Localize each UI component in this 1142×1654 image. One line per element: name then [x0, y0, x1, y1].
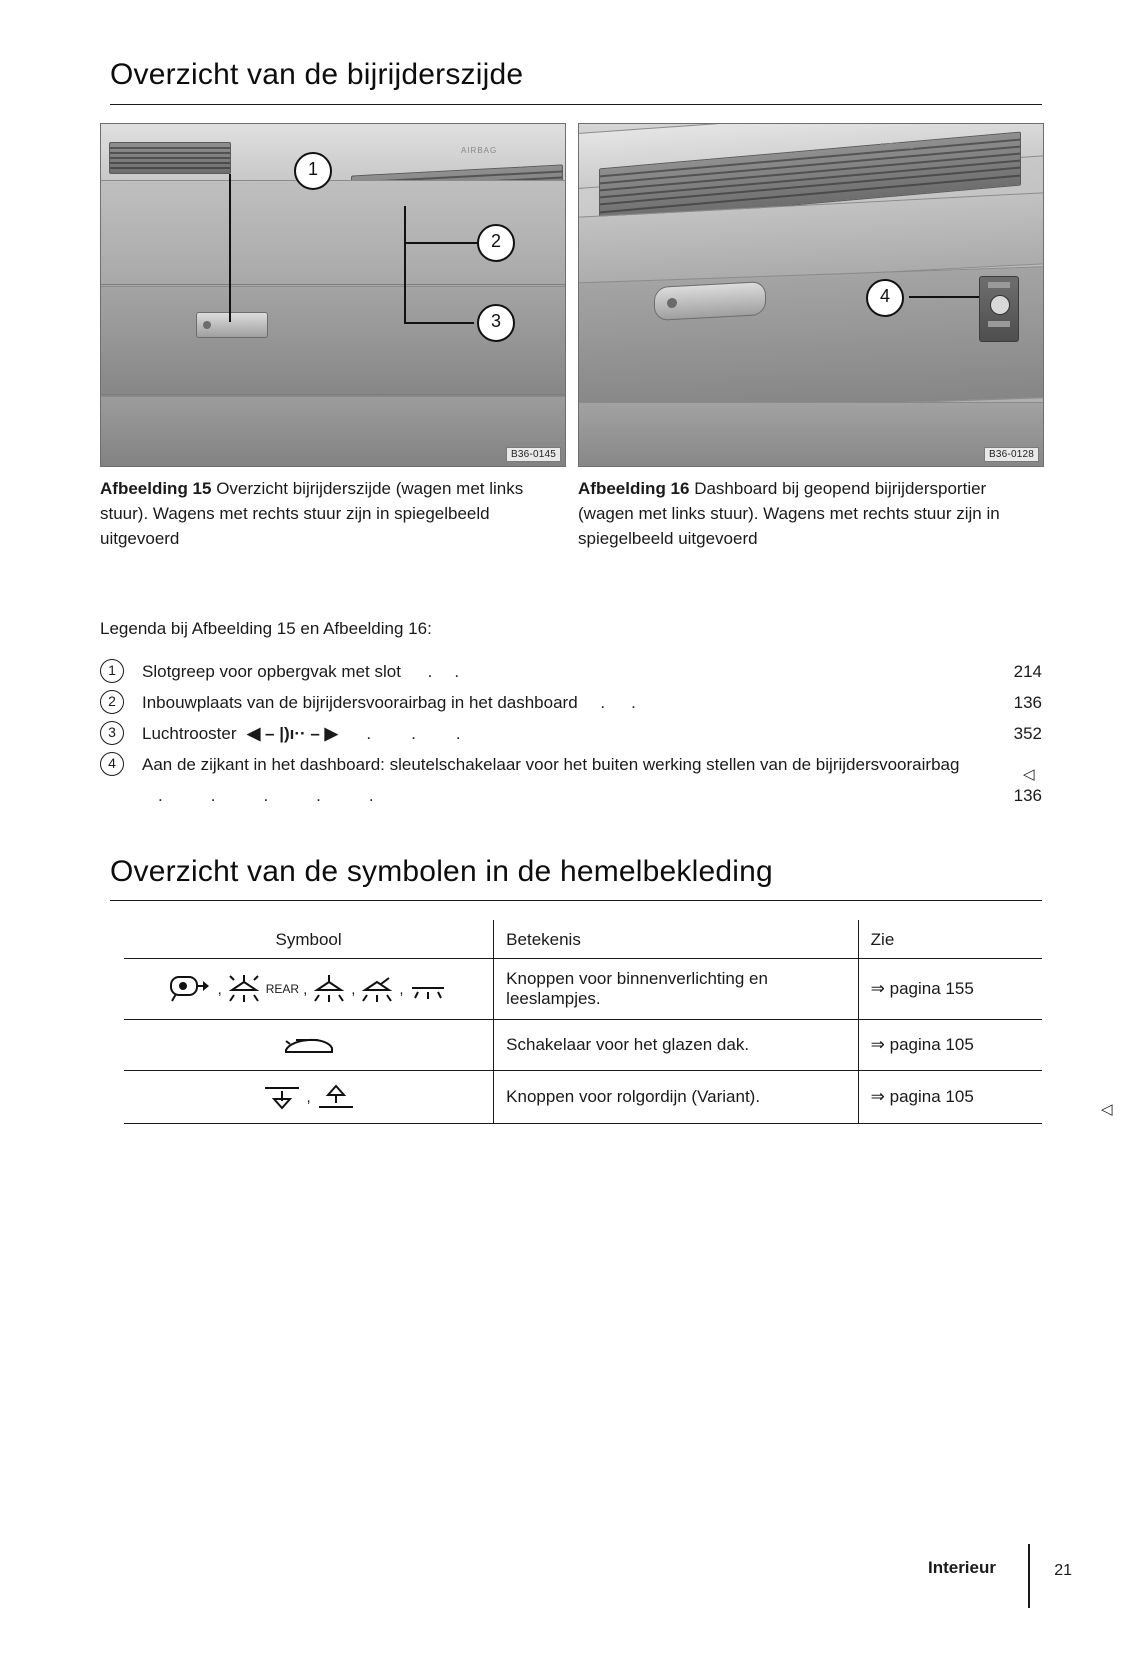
- rear-label: REAR: [265, 982, 300, 996]
- defroster-grille-left: [109, 142, 231, 174]
- symbol-cell-lights: [124, 959, 494, 1020]
- footer-chapter: Interieur: [927, 1558, 996, 1577]
- meaning-cell-sunroof: Schakelaar voor het glazen dak.: [494, 1020, 859, 1071]
- footer-divider: [1028, 1544, 1030, 1608]
- sunblind-close-icon: [261, 1081, 303, 1113]
- see-cell-sunblind[interactable]: ⇒ pagina 105: [858, 1071, 1042, 1124]
- legend-title: Legenda bij Afbeelding 15 en Afbeelding 16:: [100, 619, 432, 638]
- table-end-mark: ◁: [1101, 1101, 1113, 1118]
- sunroof-icon: [282, 1030, 336, 1060]
- reading-light-icon-3: [359, 972, 395, 1006]
- glovebox-seam-bottom: [101, 394, 566, 395]
- see-cell-sunroof[interactable]: ⇒ pagina 105: [858, 1020, 1042, 1071]
- figure-16: [578, 123, 1044, 467]
- callout-4: 4: [866, 279, 904, 317]
- legend-item-1: [100, 656, 1042, 687]
- figure-15-caption-text: Overzicht bijrijderszijde (wagen met links stuur). Wagens met rechts stuur zijn in spiegelbeeld uitgevoerd: [100, 479, 524, 548]
- legend-dots-4: .....: [158, 786, 422, 805]
- section-title-rule: [110, 900, 1042, 901]
- legend-bullet-3: 3: [100, 721, 124, 745]
- meaning-cell-lights: Knoppen voor binnenverlichting en leeslampjes.: [494, 959, 859, 1020]
- callout-3: 3: [477, 304, 515, 342]
- glovebox-seam-top: [101, 284, 566, 285]
- legend-dots-2: ..: [600, 693, 662, 712]
- symbol-separator-2: ,: [303, 980, 308, 998]
- key-switch-module: [979, 276, 1019, 342]
- figure-16-caption-text: Dashboard bij geopend bijrijdersportier (wagen met links stuur). Wagens met rechts stuur zijn in spiegelbeeld uitgevoerd: [578, 479, 1000, 548]
- legend-text-1: Slotgreep voor opbergvak met slot: [142, 662, 401, 681]
- legend-dots-3: ...: [366, 724, 501, 743]
- ambient-light-icon: [408, 974, 448, 1004]
- symbol-cell-sunblind: [124, 1071, 494, 1124]
- symbol-separator-3: ,: [351, 980, 356, 998]
- title-rule: [110, 104, 1042, 105]
- legend-page-2: 136: [1013, 693, 1042, 712]
- legend-text-3: Luchtrooster: [142, 724, 237, 743]
- legend-item-2: [100, 687, 1042, 718]
- legend-page-1: 214: [1013, 662, 1042, 681]
- figure-16-caption: [578, 476, 1042, 551]
- glovebox-lid: [100, 286, 566, 398]
- legend-bullet-4: 4: [100, 752, 124, 776]
- glovebox-handle: [196, 312, 268, 338]
- symbol-cell-sunroof: [124, 1020, 494, 1071]
- table-row: [124, 1020, 1042, 1071]
- lower-trim-panel-2: [578, 402, 1044, 467]
- figure-16-caption-label: Afbeelding 16: [578, 479, 690, 498]
- figure-15-caption-label: Afbeelding 15: [100, 479, 212, 498]
- legend-bullet-2: 2: [100, 690, 124, 714]
- table-row: [124, 1071, 1042, 1124]
- leader-1-stem: [229, 174, 231, 294]
- trim-marking: AIRBAG: [879, 142, 916, 151]
- reading-light-icon-2: [311, 972, 347, 1006]
- callout-2: 2: [477, 224, 515, 262]
- figure-15-caption: [100, 476, 550, 551]
- legend-page-3: 352: [1013, 724, 1042, 743]
- legend-item-4: [100, 749, 1042, 811]
- footer-page-number: 21: [1054, 1562, 1072, 1579]
- symbol-separator-5: ,: [306, 1088, 311, 1106]
- leader-2-h: [404, 242, 479, 244]
- symbol-separator-1: ,: [217, 980, 222, 998]
- table-header-symbol: Symbool: [124, 920, 494, 959]
- sunblind-open-icon: [315, 1081, 357, 1113]
- figure-15-badge: B36-0145: [506, 447, 561, 462]
- page-title: Overzicht van de bijrijderszijde: [110, 58, 524, 91]
- lower-trim-panel: [100, 396, 566, 467]
- symbols-table: [124, 920, 1042, 1124]
- door-handle: [654, 281, 766, 321]
- table-header-meaning: Betekenis: [494, 920, 859, 959]
- legend-item-3: [100, 718, 1042, 749]
- leader-4-h: [909, 296, 979, 298]
- reading-light-icon-1: [226, 972, 262, 1006]
- legend-text-4: Aan de zijkant in het dashboard: sleutelschakelaar voor het buiten werking stellen van de bijrijdersvoorairbag: [142, 755, 960, 774]
- callout-1: 1: [294, 152, 332, 190]
- figure-16-badge: B36-0128: [984, 447, 1039, 462]
- interior-light-button-icon: [170, 974, 214, 1004]
- table-header-row: [124, 920, 1042, 959]
- meaning-cell-sunblind: Knoppen voor rolgordijn (Variant).: [494, 1071, 859, 1124]
- see-cell-lights[interactable]: ⇒ pagina 155: [858, 959, 1042, 1020]
- page-footer: [0, 1550, 1142, 1596]
- leader-2-v: [404, 206, 406, 244]
- vent-adjust-icon: ◀ – |)ı·· – ▶: [247, 724, 338, 743]
- table-header-see: Zie: [858, 920, 1042, 959]
- legend-end-mark: ◁: [1023, 766, 1035, 783]
- leader-3-h: [404, 322, 474, 324]
- legend-bullet-1: 1: [100, 659, 124, 683]
- section-title-symbols: Overzicht van de symbolen in de hemelbekleding: [110, 855, 773, 888]
- legend-dots-1: ..: [427, 662, 482, 681]
- glovebox-lid-2: [578, 265, 1044, 415]
- figure-15: [100, 123, 566, 467]
- legend-text-2: Inbouwplaats van de bijrijdersvoorairbag in het dashboard: [142, 693, 578, 712]
- leader-3-v: [404, 242, 406, 324]
- symbol-separator-4: ,: [399, 980, 404, 998]
- legend-list: [100, 656, 1042, 811]
- table-row: [124, 959, 1042, 1020]
- legend-page-4: 136: [1013, 786, 1042, 805]
- leader-1-v: [229, 292, 231, 322]
- airbag-marking: AIRBAG: [461, 146, 498, 155]
